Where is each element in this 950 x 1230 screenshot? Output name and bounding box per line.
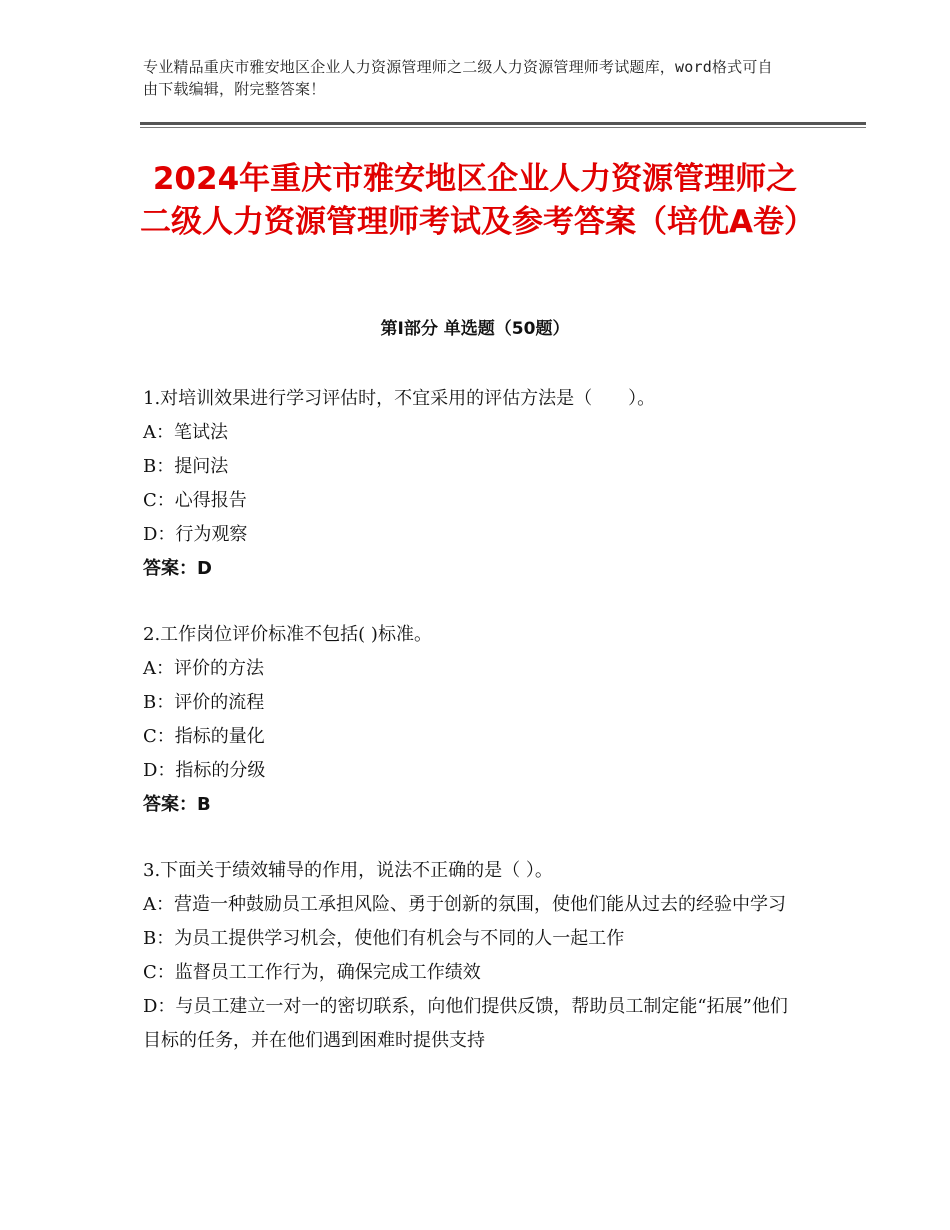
option-a: A：笔试法 bbox=[143, 422, 228, 443]
option-d: D：指标的分级 bbox=[143, 760, 266, 781]
option-b: B：为员工提供学习机会，使他们有机会与不同的人一起工作 bbox=[143, 928, 625, 949]
option-d: D：与员工建立一对一的密切联系，向他们提供反馈，帮助员工制定能“拓展”他们目标的任务，并在他们遇到困难时提供支持 bbox=[143, 996, 788, 1051]
option-a: A：评价的方法 bbox=[143, 658, 264, 679]
option-a: A：营造一种鼓励员工承担风险、勇于创新的氛围，使他们能从过去的经验中学习 bbox=[143, 894, 786, 915]
option-c: C：监督员工工作行为，确保完成工作绩效 bbox=[143, 962, 481, 983]
option-c: C：心得报告 bbox=[143, 490, 247, 511]
document-title: 2024年重庆市雅安地区企业人力资源管理师之二级人力资源管理师考试及参考答案（培优A卷） bbox=[140, 161, 815, 240]
question-stem: 2.工作岗位评价标准不包括( )标准。 bbox=[143, 624, 432, 645]
question-stem: 3.下面关于绩效辅导的作用，说法不正确的是（ ）。 bbox=[143, 860, 553, 881]
option-b: B：评价的流程 bbox=[143, 692, 265, 713]
option-d: D：行为观察 bbox=[143, 524, 248, 545]
header-rule-thin bbox=[140, 127, 866, 128]
header-rule-thick bbox=[140, 122, 866, 125]
answer: 答案：D bbox=[143, 558, 212, 579]
question-1 bbox=[143, 382, 803, 586]
question-3 bbox=[143, 854, 803, 1058]
section-title: 第Ⅰ部分 单选题（50题） bbox=[380, 319, 570, 339]
answer: 答案：B bbox=[143, 794, 211, 815]
header-note: 专业精品重庆市雅安地区企业人力资源管理师之二级人力资源管理师考试题库，word格式可自由下载编辑，附完整答案！ bbox=[143, 58, 773, 98]
question-2 bbox=[143, 618, 803, 822]
question-stem: 1.对培训效果进行学习评估时，不宜采用的评估方法是（ ）。 bbox=[143, 388, 656, 409]
option-c: C：指标的量化 bbox=[143, 726, 265, 747]
option-b: B：提问法 bbox=[143, 456, 229, 477]
question-list bbox=[143, 382, 803, 1090]
